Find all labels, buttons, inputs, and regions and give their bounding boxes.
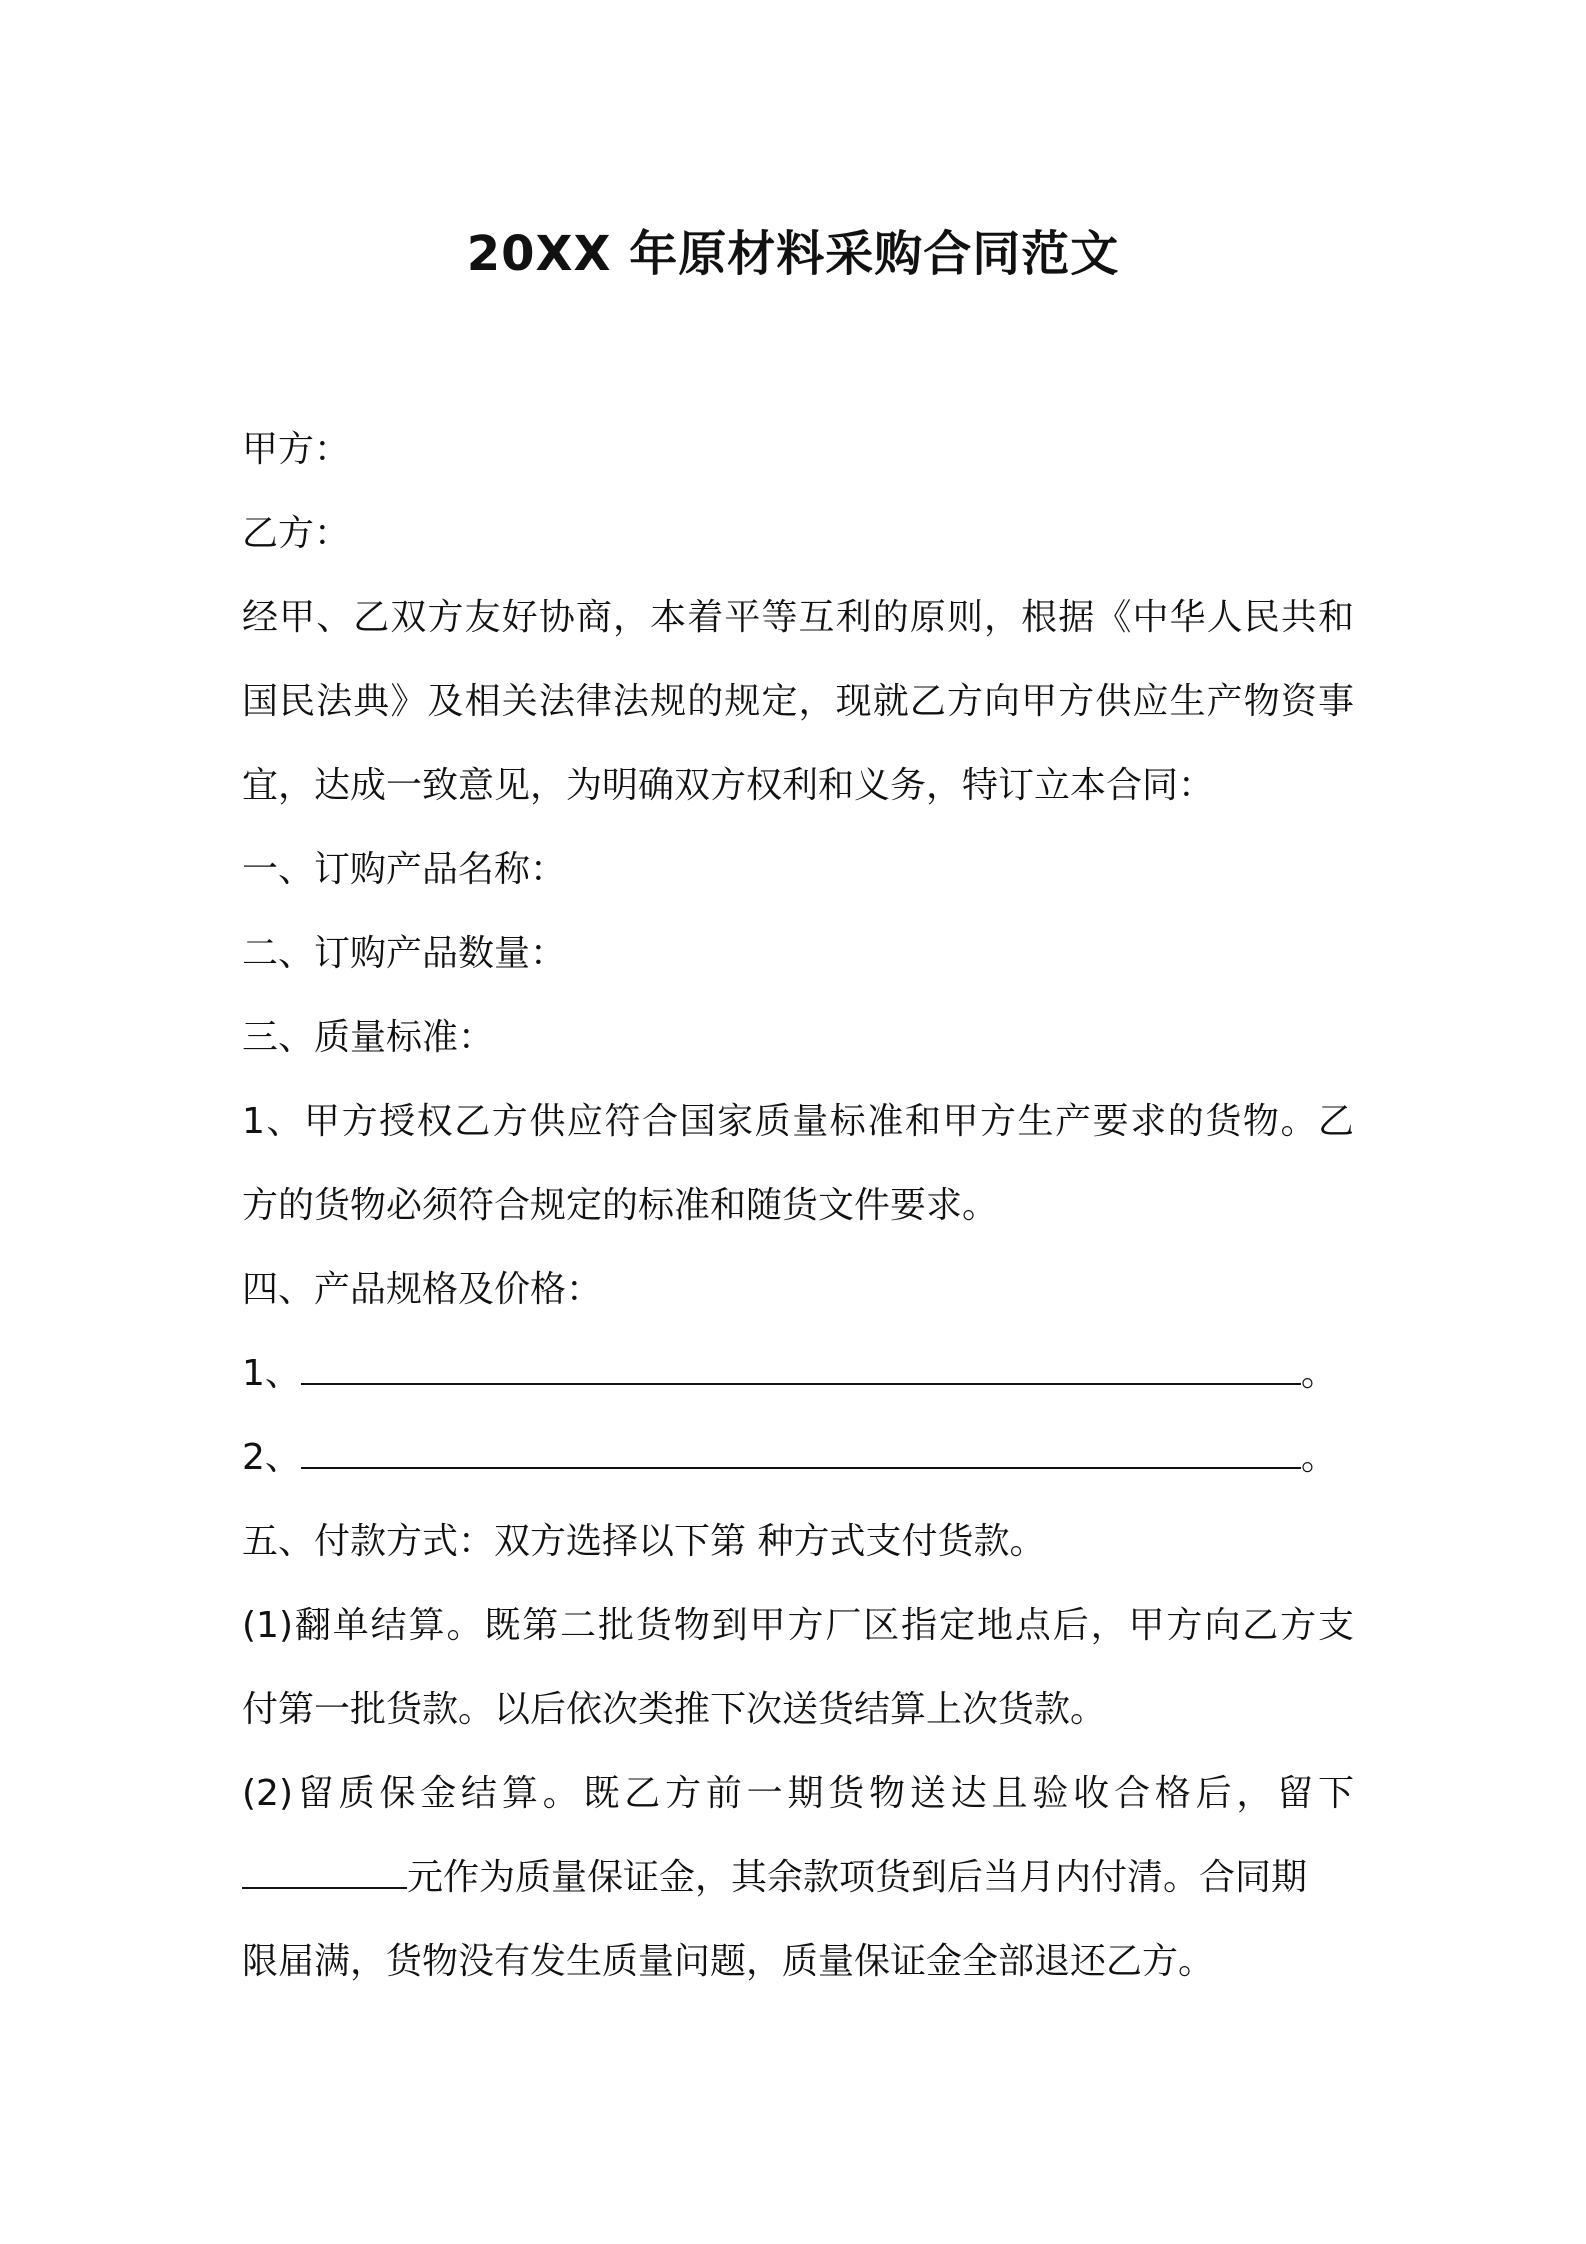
section-quality-standard: 三、质量标准： xyxy=(242,1017,495,1058)
section-payment-method: 五、付款方式：双方选择以下第 种方式支付货款。 xyxy=(242,1521,1046,1562)
payment-option-2-line-1: (2)留质保金结算。既乙方前一期货物送达且验收合格后，留下 xyxy=(242,1773,1354,1814)
party-a-label: 甲方： xyxy=(242,429,351,470)
quality-item-1-line-2: 方的货物必须符合规定的标准和随货文件要求。 xyxy=(242,1185,999,1226)
spec-item-2-number: 2、 xyxy=(242,1437,301,1478)
spec-item-1-blank xyxy=(301,1353,1301,1385)
section-spec-price: 四、产品规格及价格： xyxy=(242,1269,603,1310)
spec-item-1 xyxy=(242,1332,1354,1416)
payment-option-2-line-3: 限届满，货物没有发生质量问题，质量保证金全部退还乙方。 xyxy=(242,1941,1215,1982)
party-b-label: 乙方： xyxy=(242,513,351,554)
payment-option-1-line-2: 付第一批货款。以后依次类推下次送货结算上次货款。 xyxy=(242,1689,1107,1730)
deposit-amount-blank xyxy=(242,1857,407,1889)
preamble-line-2: 国民法典》及相关法律法规的规定，现就乙方向甲方供应生产物资事 xyxy=(242,681,1354,722)
spec-item-2-end: 。 xyxy=(1300,1437,1337,1478)
spec-item-2-blank xyxy=(301,1437,1301,1469)
payment-option-2-line-2-text: 元作为质量保证金，其余款项货到后当月内付清。合同期 xyxy=(407,1857,1308,1898)
spec-item-2 xyxy=(242,1416,1354,1500)
preamble-line-3: 宜，达成一致意见，为明确双方权利和义务，特订立本合同： xyxy=(242,765,1215,806)
spec-item-1-number: 1、 xyxy=(242,1353,301,1394)
spec-item-1-end: 。 xyxy=(1300,1353,1337,1394)
payment-option-2-line-2 xyxy=(242,1836,1354,1920)
preamble-line-1: 经甲、乙双方友好协商，本着平等互利的原则，根据《中华人民共和 xyxy=(242,597,1354,638)
section-product-name: 一、订购产品名称： xyxy=(242,849,567,890)
document-title: 20XX 年原材料采购合同范文 xyxy=(466,226,1120,282)
document-body xyxy=(242,408,1354,2004)
quality-item-1-line-1: 1、甲方授权乙方供应符合国家质量标准和甲方生产要求的货物。乙 xyxy=(242,1101,1354,1142)
payment-option-1-line-1: (1)翻单结算。既第二批货物到甲方厂区指定地点后，甲方向乙方支 xyxy=(242,1605,1354,1646)
section-product-quantity: 二、订购产品数量： xyxy=(242,933,567,974)
